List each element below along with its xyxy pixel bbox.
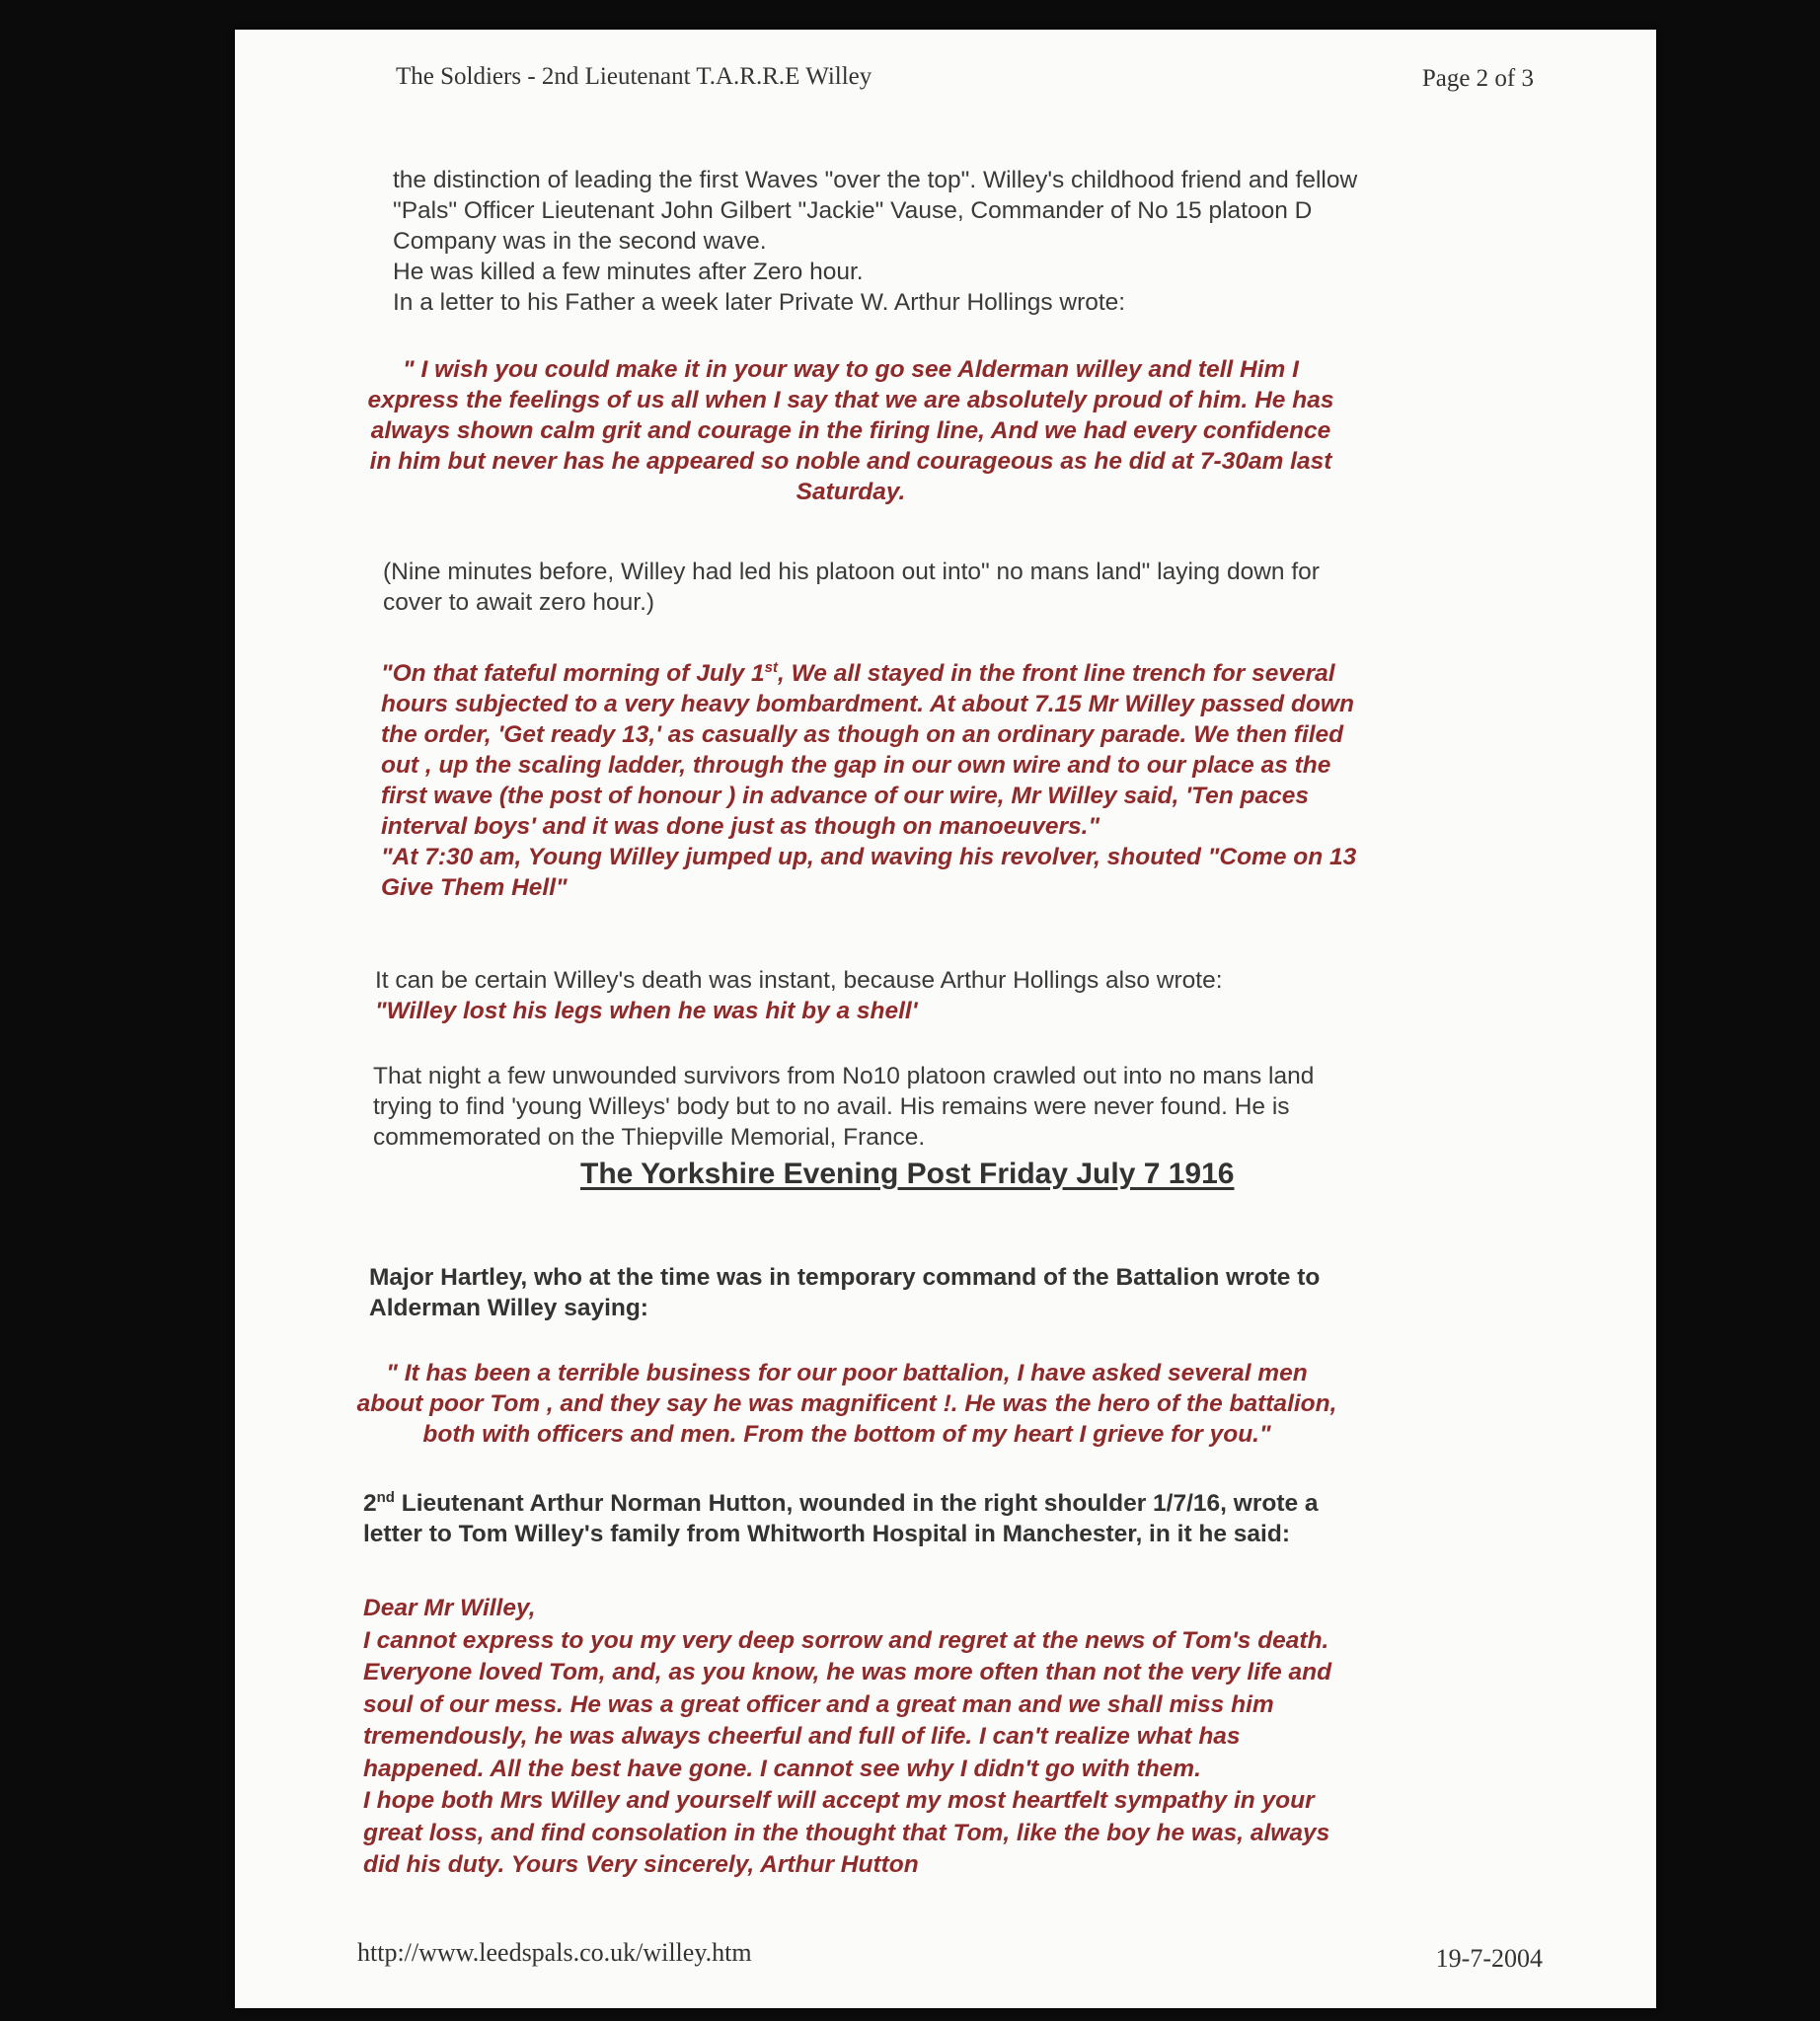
- quote-line: interval boys' and it was done just as though on manoeuvers.": [381, 813, 1100, 840]
- letter-hutton: [363, 1593, 1331, 1882]
- text-line: the distinction of leading the first Waves "over the top". Willey's childhood friend and fellow: [393, 167, 1358, 193]
- letter-line: great loss, and find consolation in the thought that Tom, like the boy he was, always: [363, 1819, 1330, 1846]
- text-line: Alderman Willey saying:: [369, 1295, 648, 1321]
- quote-line: " It has been a terrible business for our poor battalion, I have asked several men: [386, 1360, 1308, 1386]
- letter-line: tremendously, he was always cheerful and full of life. I can't realize what has: [363, 1723, 1241, 1750]
- text-line: commemorated on the Thiepville Memorial, France.: [373, 1124, 926, 1151]
- quote-line: Give Them Hell": [381, 874, 568, 901]
- quote-line: about poor Tom , and they say he was magnificent !. He was the hero of the battalion,: [356, 1390, 1337, 1417]
- paragraph-survivors: [373, 1061, 1314, 1153]
- quote-july-first: [381, 658, 1356, 903]
- quote-line: " I wish you could make it in your way to go see Alderman willey and tell Him I: [403, 356, 1299, 383]
- footer-date: 19-7-2004: [1435, 1944, 1543, 1973]
- letter-line: I cannot express to you my very deep sorrow and regret at the news of Tom's death.: [363, 1626, 1329, 1654]
- quote-line: express the feelings of us all when I say that we are absolutely proud of him. He has: [367, 387, 1334, 413]
- text-line: letter to Tom Willey's family from Whitworth Hospital in Manchester, in it he said:: [363, 1521, 1290, 1547]
- text-line: trying to find 'young Willeys' body but to no avail. His remains were never found. He is: [373, 1093, 1290, 1120]
- text-line: "Pals" Officer Lieutenant John Gilbert "Jackie" Vause, Commander of No 15 platoon D: [393, 197, 1313, 224]
- text-line: It can be certain Willey's death was instant, because Arthur Hollings also wrote:: [375, 967, 1223, 994]
- paragraph-hutton: [363, 1488, 1319, 1549]
- text-line: cover to await zero hour.): [383, 589, 655, 616]
- text-line: That night a few unwounded survivors from No10 platoon crawled out into no mans land: [373, 1063, 1315, 1089]
- footer-url: http://www.leedspals.co.uk/willey.htm: [357, 1938, 752, 1967]
- paragraph-nine-minutes: [383, 557, 1320, 618]
- letter-line: Dear Mr Willey,: [363, 1595, 536, 1621]
- quote-line: "On that fateful morning of July 1st, We all stayed in the front line trench for several: [381, 658, 1335, 687]
- letter-line: I hope both Mrs Willey and yourself will accept my most heartfelt sympathy in your: [363, 1787, 1315, 1814]
- text-line: In a letter to his Father a week later Private W. Arthur Hollings wrote:: [393, 289, 1126, 316]
- letter-line: soul of our mess. He was a great officer and a great man and we shall miss him: [363, 1690, 1274, 1718]
- text-line: Company was in the second wave.: [393, 228, 767, 255]
- quote-hollings: [294, 354, 1407, 507]
- quote-line: hours subjected to a very heavy bombardment. At about 7.15 Mr Willey passed down: [381, 691, 1354, 717]
- text-line: Major Hartley, who at the time was in temporary command of the Battalion wrote to: [369, 1264, 1321, 1291]
- section-heading: The Yorkshire Evening Post Friday July 7 1916: [580, 1158, 1235, 1190]
- quote-line: in him but never has he appeared so noble and courageous as he did at 7-30am last: [369, 448, 1332, 475]
- quote-line: both with officers and men. From the bottom of my heart I grieve for you.": [422, 1421, 1271, 1448]
- letter-line: happened. All the best have gone. I cannot see why I didn't go with them.: [363, 1755, 1201, 1782]
- text-line: (Nine minutes before, Willey had led his platoon out into" no mans land" laying down for: [383, 559, 1320, 585]
- quote-line: always shown calm grit and courage in the firing line, And we had every confidence: [370, 417, 1331, 444]
- letter-line: Everyone loved Tom, and, as you know, he was more often than not the very life and: [363, 1659, 1332, 1685]
- quote-line: Saturday.: [796, 479, 906, 505]
- page-number: Page 2 of 3: [1421, 65, 1534, 92]
- page-header-title: The Soldiers - 2nd Lieutenant T.A.R.R.E Willey: [396, 63, 872, 90]
- quote-line: the order, 'Get ready 13,' as casually as though on an ordinary parade. We then filed: [381, 721, 1344, 748]
- quote-line: "At 7:30 am, Young Willey jumped up, and waving his revolver, shouted "Come on 13: [381, 844, 1357, 870]
- quote-hartley: [274, 1358, 1419, 1450]
- quote-line: "Willey lost his legs when he was hit by a shell': [375, 998, 918, 1024]
- text-line: He was killed a few minutes after Zero hour.: [393, 259, 864, 285]
- quote-line: out , up the scaling ladder, through the gap in our own wire and to our place as the: [381, 752, 1331, 779]
- quote-line: first wave (the post of honour ) in advance of our wire, Mr Willey said, 'Ten paces: [381, 783, 1309, 809]
- paragraph-death-instant: [375, 965, 1223, 1026]
- paragraph-intro: [393, 165, 1357, 318]
- text-line: 2nd Lieutenant Arthur Norman Hutton, wounded in the right shoulder 1/7/16, wrote a: [363, 1488, 1319, 1517]
- paragraph-major-hartley: [369, 1262, 1320, 1323]
- letter-line: did his duty. Yours Very sincerely, Arthur Hutton: [363, 1851, 919, 1878]
- document-page: [235, 30, 1656, 2008]
